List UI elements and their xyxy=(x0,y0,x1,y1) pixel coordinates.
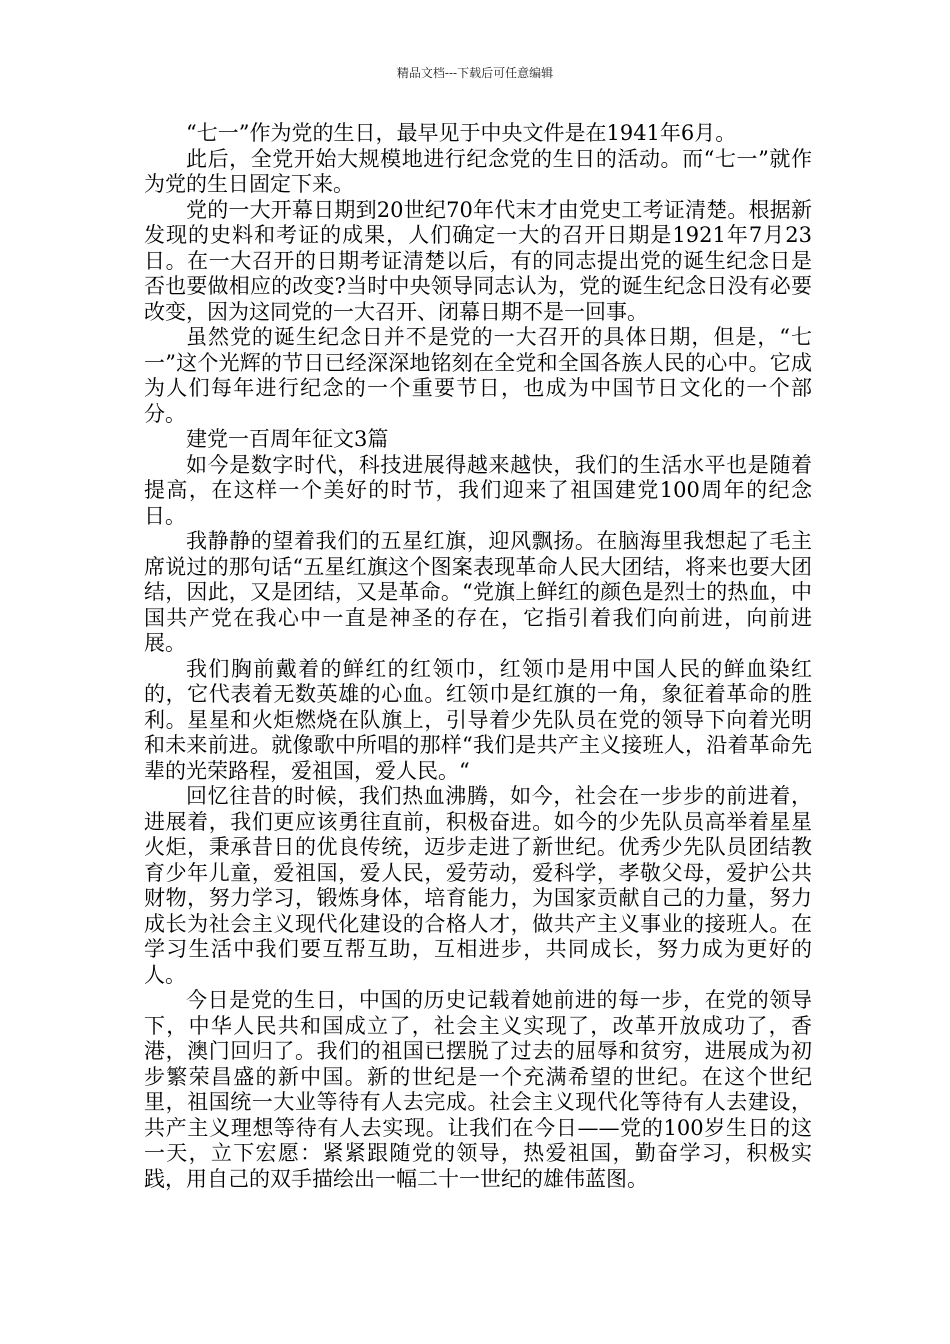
paragraph-7: 我们胸前戴着的鲜红的红领巾，红领巾是用中国人民的鲜血染红的，它代表着无数英雄的心血。红领巾是红旗的一角，象征着革命的胜利。星星和火炬燃烧在队旗上，引导着少先队员在党的领导下向着光明和未来前进。就像歌中所唱的那样“我们是共产主义接班人，沿着革命先辈的光荣路程，爱祖国，爱人民。“ xyxy=(144,656,812,783)
document-body xyxy=(144,121,812,1192)
paragraph-2: 此后，全党开始大规模地进行纪念党的生日的活动。而“七一”就作为党的生日固定下来。 xyxy=(144,146,812,196)
section-title: 建党一百周年征文3篇 xyxy=(186,427,389,451)
paragraph-6: 我静静的望着我们的五星红旗，迎风飘扬。在脑海里我想起了毛主席说过的那句话“五星红旗这个图案表现革命人民大团结，将来也要大团结，因此，又是团结，又是革命。“党旗上鲜红的颜色是烈士的热血，中国共产党在我心中一直是神圣的存在，它指引着我们向前进，向前进展。 xyxy=(144,529,812,655)
paragraph-5: 如今是数字时代，科技进展得越来越快，我们的生活水平也是随着提高，在这样一个美好的时节，我们迎来了祖国建党100周年的纪念日。 xyxy=(144,452,812,528)
page-header: 精品文档---下载后可任意编辑 xyxy=(396,66,554,80)
paragraph-8: 回忆往昔的时候，我们热血沸腾，如今，社会在一步步的前进着，进展着，我们更应该勇往直前，积极奋进。如今的少先队员高举着星星火炬，秉承昔日的优良传统，迈步走进了新世纪。优秀少先队员团结教育少年儿童，爱祖国，爱人民，爱劳动，爱科学，孝敬父母，爱护公共财物，努力学习，锻炼身体，培育能力，为国家贡献自己的力量，努力成长为社会主义现代化建设的合格人才，做共产主义事业的接班人。在学习生活中我们要互帮互助，互相进步，共同成长，努力成为更好的人。 xyxy=(144,784,812,987)
paragraph-1: “七一”作为党的生日，最早见于中央文件是在1941年6月。 xyxy=(186,121,737,145)
paragraph-9: 今日是党的生日，中国的历史记载着她前进的每一步，在党的领导下，中华人民共和国成立了，社会主义实现了，改革开放成功了，香港，澳门回归了。我们的祖国已摆脱了过去的屈辱和贫穷，进展成为初步繁荣昌盛的新中国。新的世纪是一个充满希望的世纪。在这个世纪里，祖国统一大业等待有人去完成。社会主义现代化等待有人去建设，共产主义理想等待有人去实现。让我们在今日——党的100岁生日的这一天，立下宏愿：紧紧跟随党的领导，热爱祖国，勤奋学习，积极实践，用自己的双手描绘出一幅二十一世纪的雄伟蓝图。 xyxy=(144,988,812,1191)
paragraph-4: 虽然党的诞生纪念日并不是党的一大召开的具体日期，但是，“七一”这个光辉的节日已经深深地铭刻在全党和全国各族人民的心中。它成为人们每年进行纪念的一个重要节日，也成为中国节日文化的一个部分。 xyxy=(144,325,812,426)
paragraph-3: 党的一大开幕日期到20世纪70年代末才由党史工考证清楚。根据新发现的史料和考证的成果，人们确定一大的召开日期是1921年7月23日。在一大召开的日期考证清楚以后，有的同志提出党的诞生纪念日是否也要做相应的改变?当时中央领导同志认为，党的诞生纪念日没有必要改变，因为这同党的一大召开、闭幕日期不是一回事。 xyxy=(144,197,812,324)
